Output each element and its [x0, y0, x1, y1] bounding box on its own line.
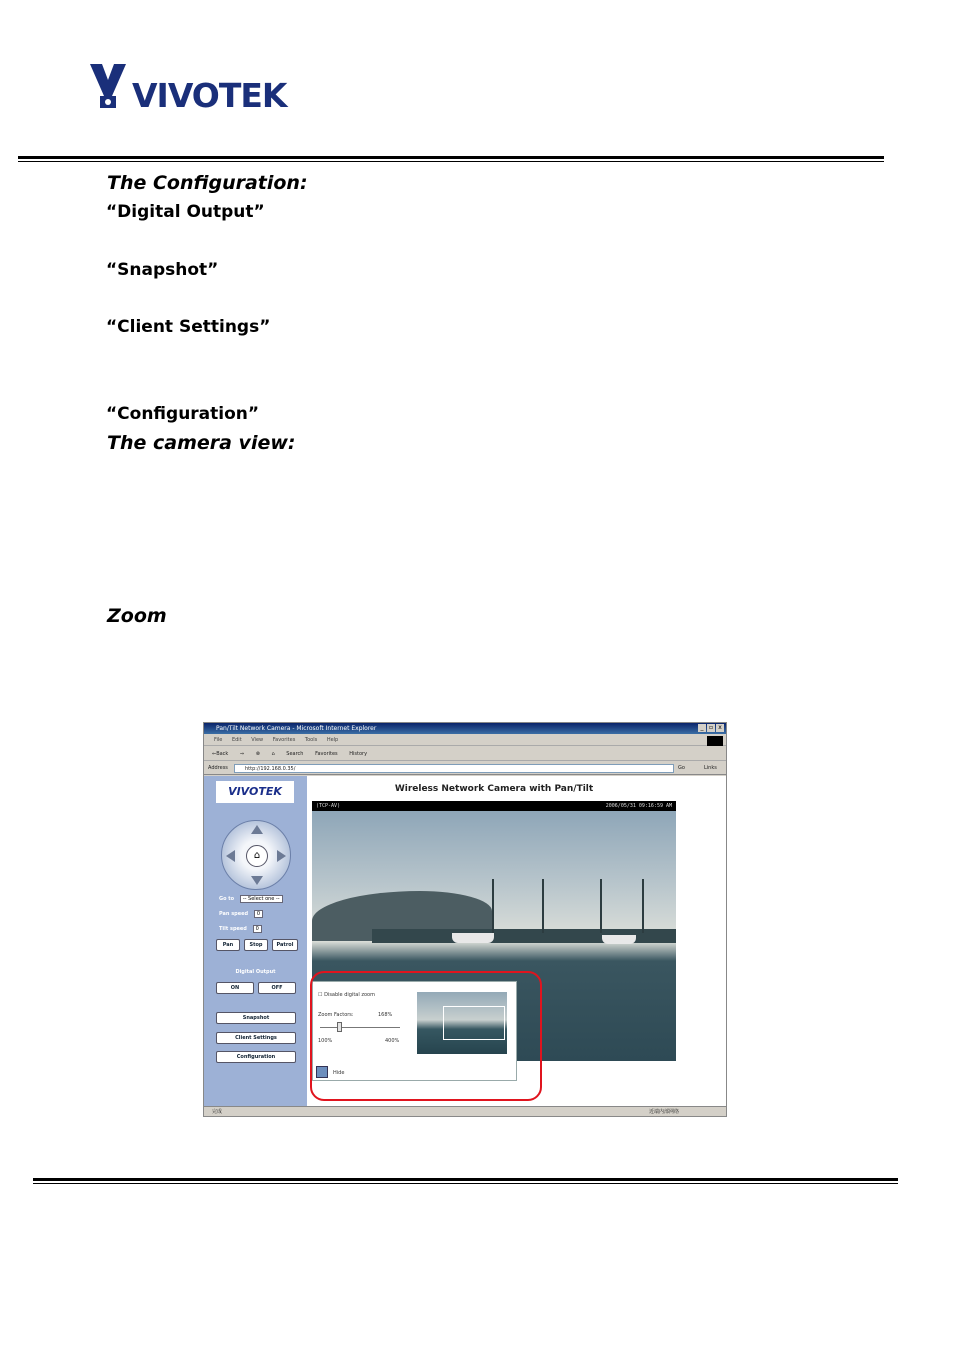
section-heading-camera-view: The camera view:	[107, 432, 296, 454]
history-button[interactable]: History	[349, 751, 368, 757]
boat-shape	[602, 935, 636, 944]
window-title: Pan/Tilt Network Camera - Microsoft Internet Explorer	[216, 725, 377, 732]
stop-icon[interactable]: ⊗	[255, 751, 260, 757]
arrow-left-icon[interactable]	[226, 850, 235, 862]
back-button[interactable]: ⇐Back	[212, 751, 229, 757]
item-digital-output: “Digital Output”	[106, 202, 265, 222]
disable-digital-zoom-label: Disable digital zoom	[324, 992, 375, 998]
ptz-control-pad[interactable]	[221, 820, 291, 890]
tilt-speed-select[interactable]: 0	[253, 925, 262, 933]
forward-button[interactable]: ⇒	[239, 751, 245, 757]
window-titlebar	[204, 723, 726, 734]
stop-button[interactable]: Stop	[244, 939, 268, 951]
section-heading-configuration: The Configuration:	[107, 172, 308, 194]
menu-bar	[204, 734, 726, 746]
address-bar	[204, 762, 726, 775]
boat-shape	[452, 933, 494, 943]
camera-name: (TCP-AV)	[316, 803, 341, 809]
svg-text:VIVOTEK: VIVOTEK	[132, 76, 287, 112]
configuration-button[interactable]: Configuration	[216, 1051, 296, 1063]
minimize-button[interactable]: _	[698, 724, 706, 732]
snapshot-button[interactable]: Snapshot	[216, 1012, 296, 1024]
pier-pole	[542, 879, 544, 933]
address-label: Address	[208, 765, 228, 771]
pan-button[interactable]: Pan	[216, 939, 240, 951]
menu-edit[interactable]: Edit	[231, 737, 242, 743]
digital-output-label: Digital Output	[235, 969, 276, 975]
status-bar	[204, 1106, 726, 1116]
control-sidebar	[204, 776, 307, 1106]
digital-output-off-button[interactable]: OFF	[258, 982, 296, 994]
item-snapshot: “Snapshot”	[106, 260, 219, 280]
section-heading-zoom: Zoom	[107, 605, 167, 627]
digital-output-on-button[interactable]: ON	[216, 982, 254, 994]
camera-page	[204, 776, 726, 1106]
zoom-max-label: 400%	[385, 1038, 400, 1044]
zoom-min-label: 100%	[318, 1038, 333, 1044]
menu-tools[interactable]: Tools	[304, 737, 318, 743]
tilt-speed-label: Tilt speed	[219, 926, 247, 932]
item-configuration: “Configuration”	[106, 404, 260, 424]
pan-speed-row	[219, 910, 263, 918]
camera-caption-bar	[312, 801, 676, 811]
goto-label: Go to	[219, 896, 235, 902]
pan-speed-label: Pan speed	[219, 911, 249, 917]
page-title: Wireless Network Camera with Pan/Tilt	[394, 784, 594, 794]
vivotek-logo	[88, 62, 298, 112]
arrow-down-icon[interactable]	[251, 876, 263, 885]
client-settings-button[interactable]: Client Settings	[216, 1032, 296, 1044]
menu-file[interactable]: File	[214, 737, 223, 743]
status-zone: 近端内部网络	[649, 1109, 680, 1115]
sidebar-logo: VIVOTEK	[216, 781, 294, 803]
goto-row	[219, 895, 283, 903]
browser-toolbar	[204, 747, 726, 761]
pier-pole	[600, 879, 602, 933]
goto-select[interactable]: -- Select one --	[240, 895, 283, 903]
arrow-right-icon[interactable]	[277, 850, 286, 862]
highlight-circle	[310, 971, 542, 1101]
home-icon[interactable]: ⌂	[246, 845, 268, 867]
address-input[interactable]: http://192.168.0.35/	[234, 764, 674, 773]
patrol-button[interactable]: Patrol	[272, 939, 298, 951]
menu-favorites[interactable]: Favorites	[272, 737, 296, 743]
close-button[interactable]: x	[716, 724, 724, 732]
item-client-settings: “Client Settings”	[106, 317, 271, 337]
zoom-factors-label: Zoom Factors:	[318, 1012, 354, 1018]
arrow-up-icon[interactable]	[251, 825, 263, 834]
pier-pole	[642, 879, 644, 933]
status-text: 完成	[212, 1109, 223, 1115]
links-button[interactable]: Links	[704, 765, 717, 771]
bottom-rule	[33, 1178, 898, 1181]
search-button[interactable]: Search	[286, 751, 304, 757]
disable-digital-zoom-checkbox[interactable]: ☐ Disable digital zoom	[318, 992, 375, 998]
top-rule	[18, 156, 884, 159]
camera-timestamp: 2006/05/31 09:16:59 AM	[605, 803, 672, 809]
hide-label[interactable]: Hide	[333, 1070, 345, 1076]
tilt-speed-row	[219, 925, 262, 933]
menu-help[interactable]: Help	[326, 737, 339, 743]
camera-screenshot	[203, 722, 727, 1117]
zoom-factors-value: 168%	[378, 1012, 393, 1018]
windows-flag-icon	[707, 736, 723, 746]
go-button[interactable]: Go	[678, 765, 685, 771]
menu-view[interactable]: View	[251, 737, 264, 743]
home-icon[interactable]: ⌂	[271, 751, 275, 757]
pier-pole	[492, 879, 494, 933]
pan-speed-select[interactable]: 0	[254, 910, 263, 918]
favorites-button[interactable]: Favorites	[315, 751, 338, 757]
maximize-button[interactable]: ▫	[708, 724, 714, 731]
